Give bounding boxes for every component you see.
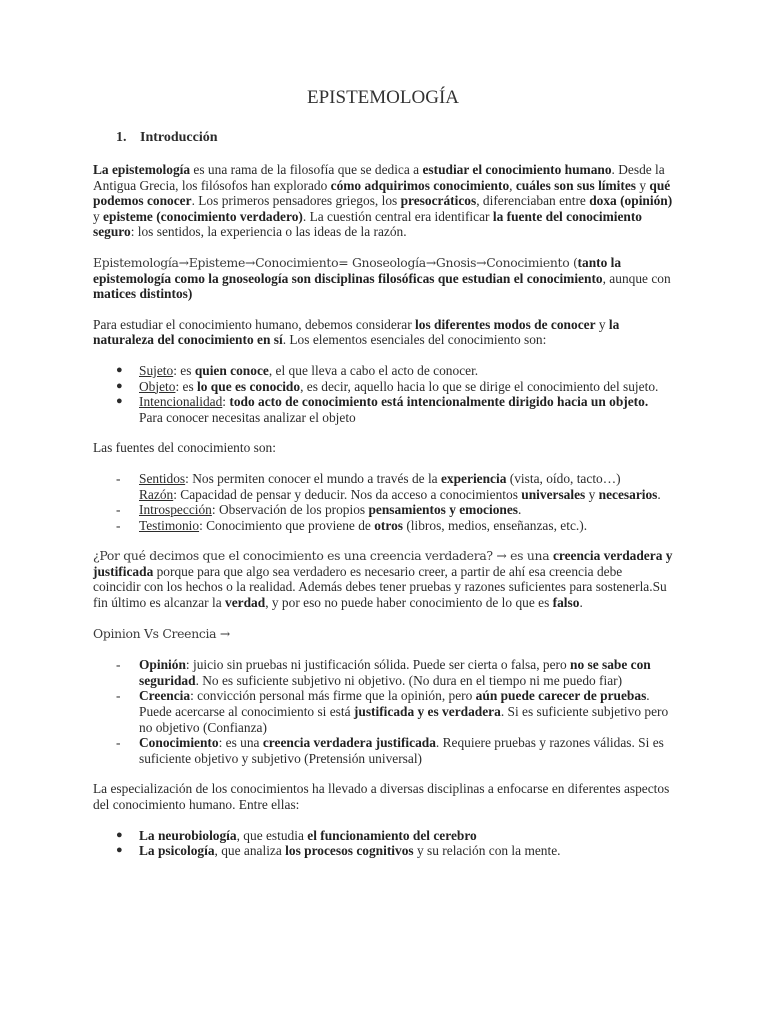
list-item bbox=[93, 688, 673, 735]
item-text: : es una bbox=[218, 735, 263, 751]
item-text: , el que lleva a cabo el acto de conocer. bbox=[268, 362, 479, 378]
term-label: La neurobiología bbox=[139, 827, 237, 843]
elements-intro-text-1: Para estudiar el conocimiento humano, debemos considerar bbox=[93, 316, 416, 332]
belief-paragraph bbox=[93, 548, 673, 610]
dash-icon: - bbox=[116, 502, 121, 518]
item-text: : convicción personal más firme que la opinión, pero bbox=[190, 688, 476, 704]
item-text: : es bbox=[175, 378, 198, 394]
list-item bbox=[93, 363, 673, 379]
belief-text-3: . bbox=[579, 595, 583, 611]
intro-bold-4: cuáles son sus límites bbox=[515, 177, 637, 193]
disciplines-list bbox=[93, 828, 673, 859]
belief-bold-3: falso bbox=[552, 595, 580, 611]
dash-icon: - bbox=[116, 470, 121, 486]
intro-bold-2: estudiar el conocimiento humano bbox=[422, 162, 612, 177]
etymology-chain: Epistemología→Episteme→Conocimiento= Gnoseología→Gnosis→Conocimiento ( bbox=[93, 254, 578, 270]
opinion-heading bbox=[93, 626, 673, 642]
intro-text-5: . Los primeros pensadores griegos, los bbox=[191, 193, 401, 209]
item-text: . bbox=[518, 502, 522, 518]
document-title: EPISTEMOLOGÍA bbox=[307, 87, 459, 108]
term-label: Introspección bbox=[139, 502, 212, 518]
knowledge-elements-list bbox=[93, 363, 673, 425]
belief-text-1: porque para que algo sea verdadero es necesario creer, a partir de ahí esa creencia debe coincidir con los hechos o la realidad. Además debes tener pruebas y razones suficientes para sostenerla.Su fin último es alcanzar la bbox=[93, 563, 667, 611]
intro-text-8: . La cuestión central era identificar bbox=[302, 208, 493, 224]
elements-intro-text-3: . Los elementos esenciales del conocimiento son: bbox=[282, 332, 547, 348]
term-label: Testimonio bbox=[139, 517, 200, 533]
bullet-icon: ● bbox=[116, 363, 123, 376]
belief-bold-2: verdad bbox=[225, 595, 266, 611]
item-bold: el funcionamiento del cerebro bbox=[307, 827, 477, 843]
opinion-belief-list bbox=[93, 657, 673, 766]
list-item bbox=[93, 828, 673, 844]
belief-text-2: , y por eso no puede haber conocimiento de lo que es bbox=[265, 595, 553, 611]
item-text: y su relación con la mente. bbox=[413, 843, 561, 859]
list-item bbox=[93, 471, 673, 487]
item-text: . Requiere pruebas y razones válidas. Si es suficiente objetivo y subjetivo (Pretensión universal) bbox=[139, 735, 664, 766]
intro-text-2: . Desde la Antigua Grecia, los filósofos han explorado bbox=[93, 162, 665, 193]
intro-bold-6: presocráticos bbox=[400, 193, 477, 209]
term-label: Razón bbox=[139, 486, 174, 502]
item-bold: los procesos cognitivos bbox=[285, 843, 414, 859]
opinion-heading-text: Opinion Vs Creencia → bbox=[93, 625, 230, 641]
intro-bold-8: episteme (conocimiento verdadero) bbox=[103, 208, 303, 224]
term-label: Sentidos bbox=[139, 470, 186, 486]
list-item bbox=[93, 735, 673, 766]
elements-intro-text-2: y bbox=[595, 316, 609, 332]
item-text: : Nos permiten conocer el mundo a través de la bbox=[185, 470, 441, 486]
bullet-icon: ● bbox=[116, 828, 123, 841]
intro-paragraph bbox=[93, 162, 673, 240]
item-text: . Puede acercarse al conocimiento si está bbox=[139, 688, 650, 720]
item-bold: pensamientos y emociones bbox=[368, 502, 518, 518]
list-item bbox=[93, 657, 673, 688]
item-text: (vista, oído, tacto…) bbox=[506, 470, 621, 486]
term-label: Conocimiento bbox=[139, 735, 219, 751]
elements-intro-paragraph bbox=[93, 317, 673, 348]
item-text: : juicio sin pruebas ni justificación sólida. Puede ser cierta o falsa, pero bbox=[185, 657, 571, 673]
dash-icon: - bbox=[116, 735, 121, 751]
list-item bbox=[93, 843, 673, 859]
item-text: y bbox=[585, 486, 599, 502]
intro-bold-5: qué podemos conocer bbox=[93, 177, 671, 209]
item-text: . bbox=[657, 486, 661, 502]
item-text: , que estudia bbox=[236, 827, 308, 843]
sources-intro: Las fuentes del conocimiento son: bbox=[93, 440, 276, 456]
dash-icon: - bbox=[116, 517, 121, 533]
item-text: Para conocer necesitas analizar el objeto bbox=[139, 409, 356, 425]
item-text: : es bbox=[173, 362, 195, 378]
term-label: La psicología bbox=[139, 843, 215, 859]
item-text: : Observación de los propios bbox=[211, 502, 369, 518]
item-text: (libros, medios, enseñanzas, etc.). bbox=[402, 517, 588, 533]
list-item bbox=[93, 394, 673, 425]
document-body bbox=[93, 86, 673, 859]
etymology-chain-paragraph bbox=[93, 255, 673, 302]
item-bold: todo acto de conocimiento está intencionalmente dirigido hacia un objeto. bbox=[229, 394, 649, 410]
list-item bbox=[93, 487, 673, 503]
belief-question: ¿Por qué decimos que el conocimiento es una creencia verdadera? → es una bbox=[93, 548, 553, 564]
item-text: . No es suficiente subjetivo ni objetivo. (No dura en el tiempo ni me puedo fiar) bbox=[195, 672, 623, 688]
intro-bold-7: doxa (opinión) bbox=[589, 193, 673, 209]
elements-intro-bold-2: la naturaleza del conocimiento en sí bbox=[93, 316, 620, 348]
term-label: Opinión bbox=[139, 657, 186, 673]
chain-text-1: , aunque con bbox=[602, 270, 671, 286]
item-bold: necesarios bbox=[598, 486, 658, 502]
item-bold: otros bbox=[374, 517, 403, 533]
intro-text-4: y bbox=[636, 177, 650, 193]
item-text: , que analiza bbox=[214, 843, 286, 859]
chain-bold-2: matices distintos) bbox=[93, 286, 193, 302]
knowledge-sources-list bbox=[93, 471, 673, 533]
list-item bbox=[93, 502, 673, 518]
item-text: : Capacidad de pensar y deducir. Nos da acceso a conocimientos bbox=[173, 486, 522, 502]
intro-bold-3: cómo adquirimos conocimiento bbox=[330, 177, 510, 193]
chain-bold-1: tanto la epistemología como la gnoseología son disciplinas filosóficas que estudian el conocimiento bbox=[93, 254, 622, 286]
item-bold: aún puede carecer de pruebas bbox=[475, 688, 647, 704]
term-label: Intencionalidad bbox=[139, 394, 223, 410]
term-label: Creencia bbox=[139, 688, 191, 704]
item-text: : bbox=[222, 394, 230, 410]
intro-text-3: , bbox=[509, 177, 516, 193]
term-label: Sujeto bbox=[139, 362, 174, 378]
item-text: : Conocimiento que proviene de bbox=[199, 517, 375, 533]
dash-icon: - bbox=[116, 657, 121, 673]
specialization-paragraph: La especialización de los conocimientos ha llevado a diversas disciplinas a enfocarse en diferentes aspectos del conocimiento humano. Entre ellas: bbox=[93, 781, 670, 812]
intro-bold-9: la fuente del conocimiento seguro bbox=[93, 208, 642, 240]
belief-bold-1: creencia verdadera y justificada bbox=[93, 548, 673, 579]
dash-icon: - bbox=[116, 688, 121, 704]
section-label: Introducción bbox=[140, 130, 218, 145]
term-label: Objeto bbox=[139, 378, 176, 394]
bullet-icon: ● bbox=[116, 395, 123, 408]
item-bold: experiencia bbox=[440, 470, 507, 486]
item-bold: universales bbox=[521, 486, 586, 502]
item-bold: justificada y es verdadera bbox=[353, 704, 501, 720]
bullet-icon: ● bbox=[116, 844, 123, 857]
item-bold: no se sabe con seguridad bbox=[139, 657, 651, 688]
item-text: . Si es suficiente subjetivo pero no objetivo (Confianza) bbox=[139, 704, 669, 735]
item-bold: quien conoce bbox=[194, 362, 269, 378]
item-text: , es decir, aquello hacia lo que se dirige el conocimiento del sujeto. bbox=[300, 378, 659, 394]
elements-intro-bold-1: los diferentes modos de conocer bbox=[415, 316, 596, 332]
intro-bold-1: La epistemología bbox=[93, 162, 191, 177]
section-heading bbox=[116, 129, 673, 147]
intro-text-1: es una rama de la filosofía que se dedica a bbox=[190, 162, 423, 177]
intro-text-7: y bbox=[93, 208, 104, 224]
list-item bbox=[93, 518, 673, 534]
intro-text-9: : los sentidos, la experiencia o las ideas de la razón. bbox=[130, 224, 407, 240]
intro-text-6: , diferenciaban entre bbox=[476, 193, 590, 209]
list-item bbox=[93, 379, 673, 395]
item-bold: lo que es conocido bbox=[197, 378, 301, 394]
bullet-icon: ● bbox=[116, 379, 123, 392]
item-bold: creencia verdadera justificada bbox=[262, 735, 436, 751]
section-number: 1. bbox=[116, 130, 127, 145]
